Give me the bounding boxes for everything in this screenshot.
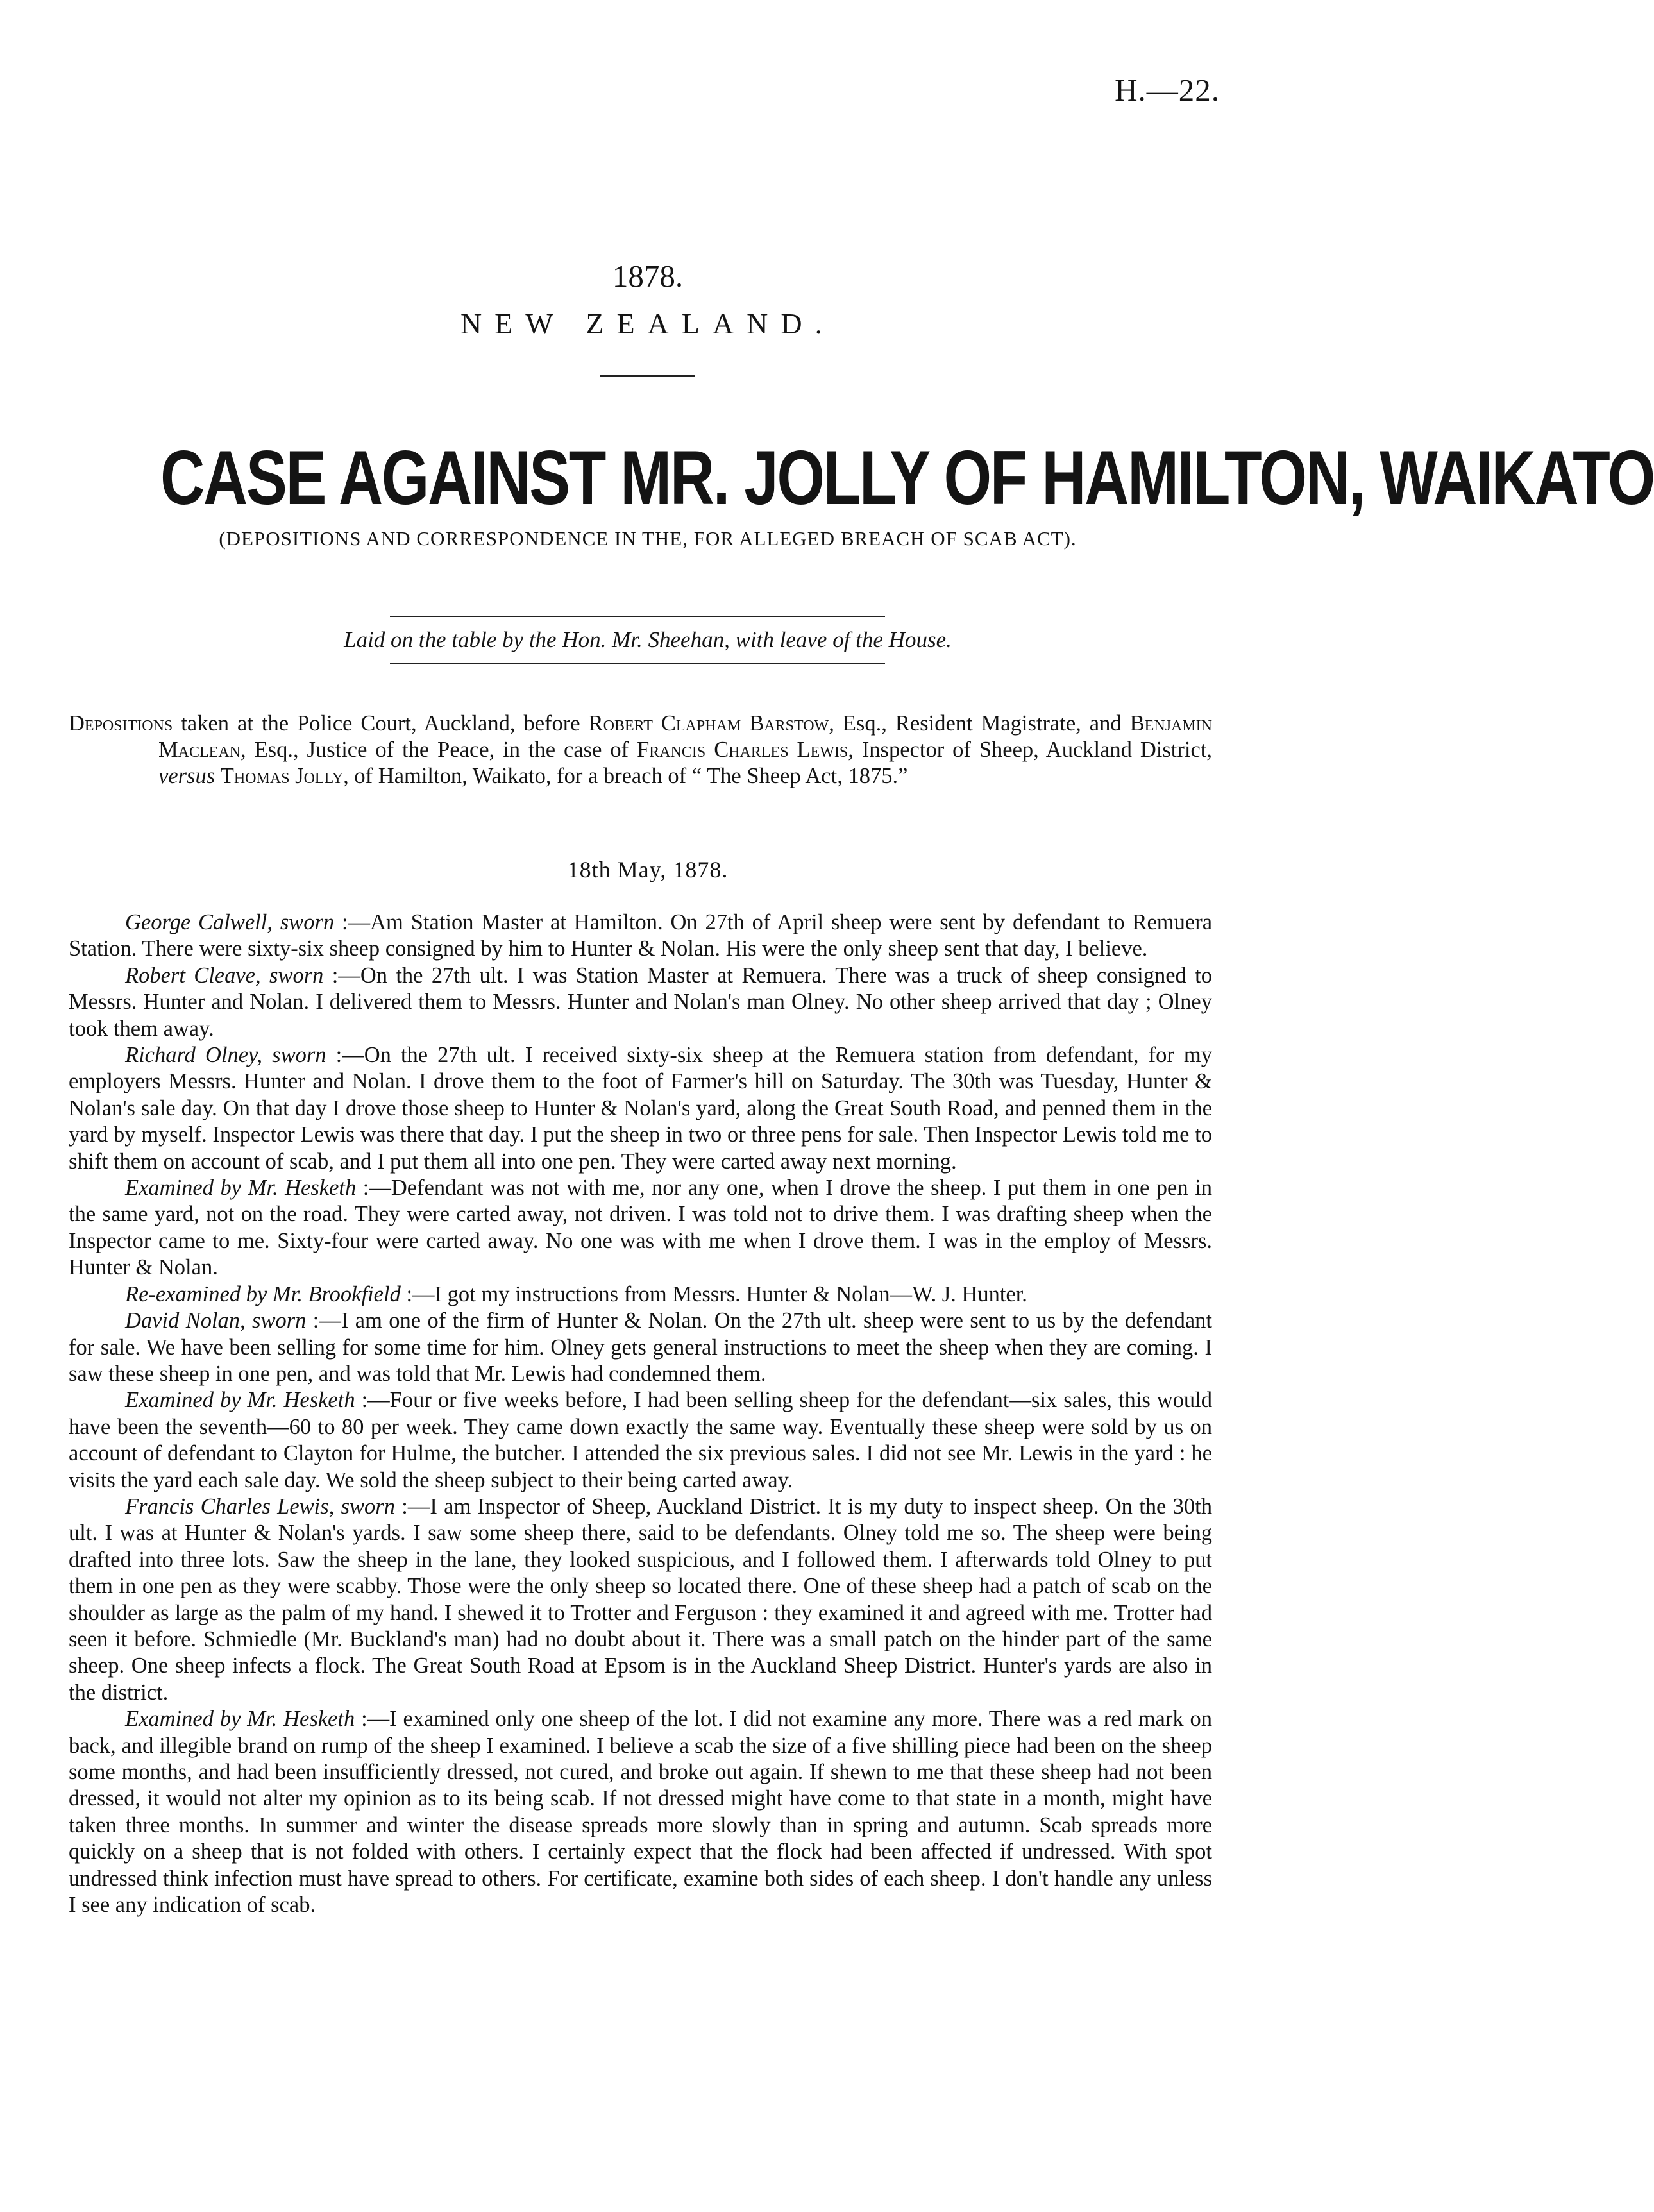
divider-top [390, 616, 885, 617]
testimony-text: :—I got my instructions from Messrs. Hunter & Nolan—W. J. Hunter. [400, 1281, 1027, 1306]
testimony-paragraph [69, 1706, 1212, 1918]
testimony-text: :—Four or five weeks before, I had been selling sheep for the defendant—six sales, this would have been the seventh—60 to 80 per week. They came down exactly the same way. Eventually these sheep were sold by us on account of defendant to Clayton for Hulme, the butcher. I attended the six previous sales. I did not see Mr. Lewis in the yard : he visits the yard each sale day. We sold the sheep subject to their being carted away. [69, 1388, 1212, 1492]
witness-heading: Examined by Mr. Hesketh [125, 1388, 355, 1413]
testimony-text: :—Am Station Master at Hamilton. On 27th of April sheep were sent by defendant to Remuera Station. There were sixty-six sheep consigned by him to Hunter & Nolan. His were the only sheep sent that day, I believe. [69, 910, 1213, 961]
divider-bottom [390, 663, 885, 664]
witness-heading: Examined by Mr. Hesketh [125, 1176, 357, 1201]
testimony-paragraph [69, 909, 1212, 963]
testimony-text: :—Defendant was not with me, nor any one, when I drove the sheep. I put them in one pen in the same yard, not on the road. They were carted away, not driven. I was told not to drive them. I was drafting sheep when the Inspector came to me. Sixty-four were carted away. No one was with me when I drove them. I was in the employ of Messrs. Hunter & Nolan. [69, 1176, 1213, 1280]
testimony-body [69, 909, 1212, 1918]
testimony-paragraph [69, 1308, 1212, 1387]
witness-heading: David Nolan, sworn [125, 1308, 307, 1333]
justice-name: Benjamin Maclean [158, 711, 1212, 762]
witness-heading: Robert Cleave, sworn [125, 963, 324, 988]
witness-heading: Re-examined by Mr. Brookfield [125, 1281, 401, 1306]
testimony-paragraph [69, 963, 1212, 1042]
document-subtitle: (DEPOSITIONS AND CORRESPONDENCE IN THE, FOR ALLEGED BREACH OF SCAB ACT). [219, 527, 1077, 550]
document-country: NEW ZEALAND. [460, 307, 836, 340]
testimony-text: :—I am Inspector of Sheep, Auckland District. It is my duty to inspect sheep. On the 30th ult. I was at Hunter & Nolan's yards. I saw some sheep there, said to be defendants. Olney told me so. The sheep were being drafted into three lots. Saw the sheep in the lane, they looked suspicious, and I followed them. I afterwards told Olney to put them in one pen as they were scabby. Those were the only sheep so located there. One of these sheep had a patch of scab on the shoulder as large as the palm of my hand. I shewed it to Trotter and Ferguson : they examined it and agreed with me. Trotter had seen it before. Schmiedle (Mr. Buckland's man) had no doubt about it. There was a small patch on the hinder part of the same sheep. One sheep infects a flock. The Great South Road at Epsom is in the Auckland Sheep District. Hunter's yards are also in the district. [69, 1494, 1212, 1705]
testimony-paragraph [69, 1387, 1212, 1494]
intro-text: , Inspector of Sheep, Auckland District, [848, 738, 1212, 762]
testimony-text: :—I examined only one sheep of the lot. I did not examine any more. There was a red mark on back, and illegible brand on rump of the sheep I examined. I believe a scab the size of a five shilling piece had been on the sheep some months, and had been insufficiently dressed, not cured, and broke out again. If shewn to me that these sheep had not been dressed, it would not alter my opinion as to its being scab. If not dressed might have come to that state in a month, might have taken three months. In summer and winter the disease spreads more slowly than in spring and autumn. Scab spreads more quickly on a sheep that is not folded with others. I certainly expect that the flock had been affected if undressed. With spot undressed think infection must have spread to others. For certificate, examine both sides of each sheep. I don't handle any unless I see any indication of scab. [69, 1707, 1212, 1918]
intro-text: taken at the Police Court, Auckland, before [173, 711, 589, 736]
plaintiff-name: Francis Charles Lewis [637, 738, 848, 762]
document-year: 1878. [612, 258, 684, 294]
document-title: CASE AGAINST MR. JOLLY OF HAMILTON, WAIKATO [160, 435, 1654, 521]
intro-text [215, 764, 221, 788]
intro-text: , Esq., Justice of the Peace, in the case of [241, 738, 637, 762]
versus-word: versus [158, 764, 215, 788]
testimony-text: :—On the 27th ult. I was Station Master at Remuera. There was a truck of sheep consigned to Messrs. Hunter and Nolan. I delivered them to Messrs. Hunter and Nolan's man Olney. No other sheep arrived that day ; Olney took them away. [69, 963, 1212, 1041]
laid-on-table-note: Laid on the table by the Hon. Mr. Sheehan, with leave of the House. [344, 627, 952, 652]
session-date: 18th May, 1878. [567, 857, 729, 882]
testimony-paragraph [69, 1042, 1212, 1175]
magistrate-name: Robert Clapham Barstow [588, 711, 829, 736]
intro-text: , of Hamilton, Waikato, for a breach of “ The Sheep Act, 1875.” [343, 764, 908, 788]
page-reference: H.—22. [1115, 72, 1220, 108]
depositions-intro [69, 711, 1212, 789]
testimony-paragraph [69, 1494, 1212, 1706]
defendant-name: Thomas Jolly [220, 764, 344, 788]
witness-heading: Francis Charles Lewis, sworn [125, 1494, 395, 1519]
testimony-paragraph [69, 1281, 1212, 1308]
witness-heading: George Calwell, sworn [125, 910, 335, 934]
witness-heading: Richard Olney, sworn [125, 1043, 326, 1068]
testimony-paragraph [69, 1175, 1212, 1281]
testimony-text: :—I am one of the firm of Hunter & Nolan. On the 27th ult. sheep were sent to us by the defendant for sale. We have been selling for some time for him. Olney gets general instructions to meet the sheep when they are coming. I saw these sheep in one pen, and was told that Mr. Lewis had condemned them. [69, 1308, 1212, 1386]
intro-text: , Esq., Resident Magistrate, and [829, 711, 1130, 736]
intro-lead: Depositions [69, 711, 173, 736]
header-divider [600, 375, 695, 377]
testimony-text: :—On the 27th ult. I received sixty-six sheep at the Remuera station from defendant, for my employers Messrs. Hunter and Nolan. I drove them to the foot of Farmer's hill on Saturday. The 30th was Tuesday, Hunter & Nolan's sale day. On that day I drove those sheep to Hunter & Nolan's yard, along the Great South Road, and penned them in the yard by myself. Inspector Lewis was there that day. I put the sheep in two or three pens for sale. Then Inspector Lewis told me to shift them on account of scab, and I put them all into one pen. They were carted away next morning. [69, 1043, 1212, 1174]
witness-heading: Examined by Mr. Hesketh [125, 1707, 355, 1732]
